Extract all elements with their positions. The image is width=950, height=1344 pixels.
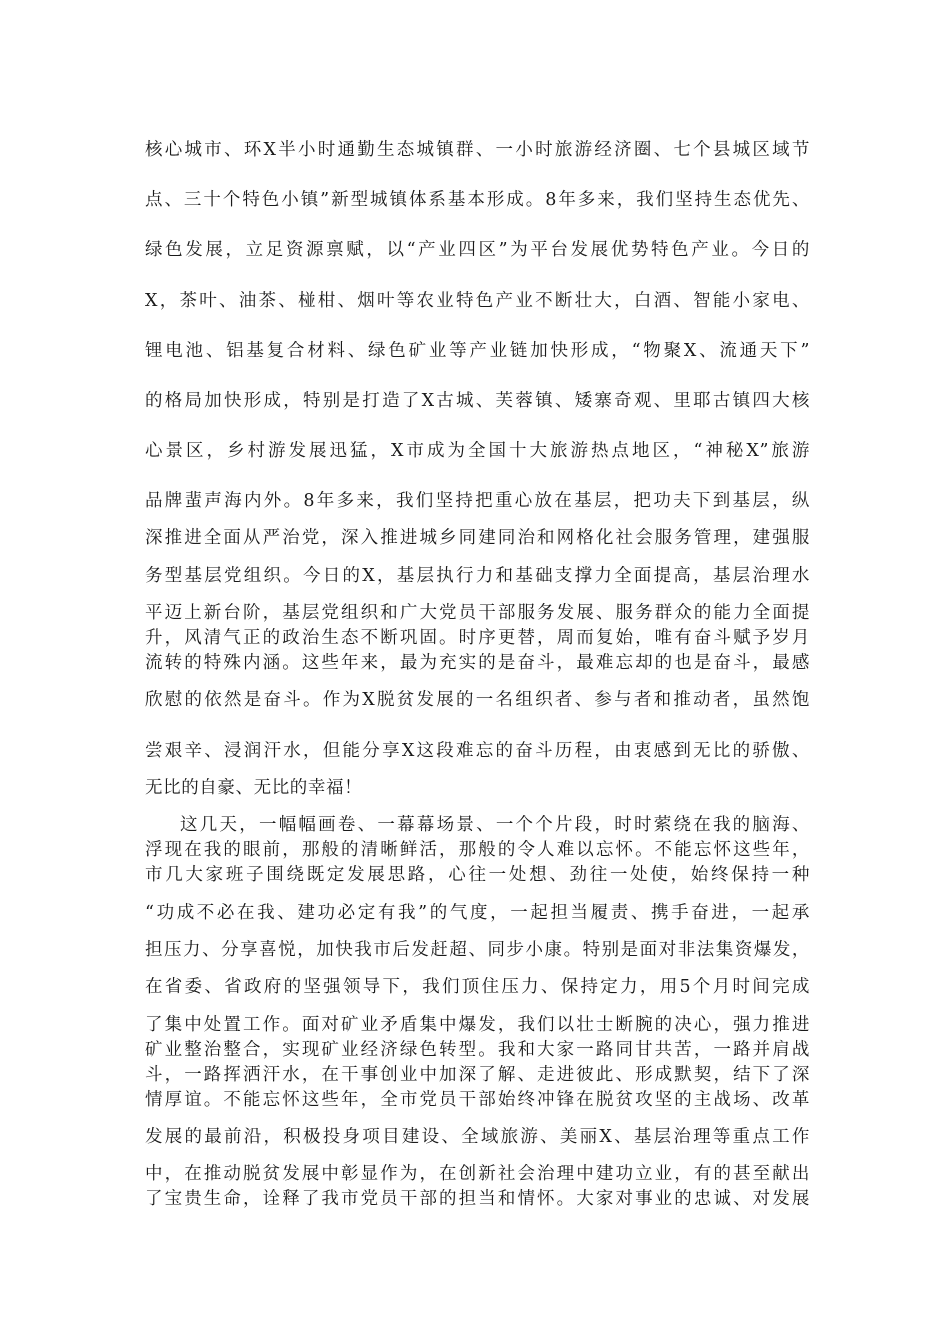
paragraph-first-line: 这几天，一幅幅画卷、一幕幕场景、一个个片段，时时萦绕在我的脑海、 bbox=[180, 815, 810, 835]
text-line: 中，在推动脱贫发展中彰显作为，在创新社会治理中建功立业，有的甚至献出 bbox=[145, 1164, 810, 1184]
text-line: 斗，一路挥洒汗水，在干事创业中加深了解、走进彼此、形成默契，结下了深 bbox=[145, 1065, 810, 1085]
text-line: 升，风清气正的政治生态不断巩固。时序更替，周而复始，唯有奋斗赋予岁月 bbox=[145, 628, 810, 648]
text-line: 的格局加快形成，特别是打造了X古城、芙蓉镇、矮寨奇观、里耶古镇四大核 bbox=[145, 391, 810, 411]
text-line: 在省委、省政府的坚强领导下，我们顶住压力、保持定力，用5个月时间完成 bbox=[145, 977, 810, 997]
text-line: 锂电池、铝基复合材料、绿色矿业等产业链加快形成，“物聚X、流通天下” bbox=[145, 341, 810, 361]
text-line: 核心城市、环X半小时通勤生态城镇群、一小时旅游经济圈、七个县城区域节 bbox=[145, 140, 810, 160]
text-line: 欣慰的依然是奋斗。作为X脱贫发展的一名组织者、参与者和推动者，虽然饱 bbox=[145, 690, 810, 710]
text-line: 流转的特殊内涵。这些年来，最为充实的是奋斗，最难忘却的也是奋斗，最感 bbox=[145, 653, 810, 673]
text-line: 深推进全面从严治党，深入推进城乡同建同治和网格化社会服务管理，建强服 bbox=[145, 528, 810, 548]
text-line: 浮现在我的眼前，那般的清晰鲜活，那般的令人难以忘怀。不能忘怀这些年， bbox=[145, 840, 810, 860]
text-line: 心景区，乡村游发展迅猛，X市成为全国十大旅游热点地区，“神秘X”旅游 bbox=[145, 441, 810, 461]
text-line: 无比的自豪、无比的幸福！ bbox=[145, 778, 363, 798]
text-line: “功成不必在我、建功必定有我”的气度，一起担当履责、携手奋进，一起承 bbox=[145, 903, 810, 923]
text-line: 了集中处置工作。面对矿业矛盾集中爆发，我们以壮士断腕的决心，强力推进 bbox=[145, 1015, 810, 1035]
text-line: 了宝贵生命，诠释了我市党员干部的担当和情怀。大家对事业的忠诚、对发展 bbox=[145, 1189, 810, 1209]
text-line: 情厚谊。不能忘怀这些年，全市党员干部始终冲锋在脱贫攻坚的主战场、改革 bbox=[145, 1090, 810, 1110]
text-line: 点、三十个特色小镇”新型城镇体系基本形成。8年多来，我们坚持生态优先、 bbox=[145, 190, 810, 210]
text-line: 品牌蜚声海内外。8年多来，我们坚持把重心放在基层，把功夫下到基层，纵 bbox=[145, 491, 810, 511]
text-line: 绿色发展，立足资源禀赋，以“产业四区”为平台发展优势特色产业。今日的 bbox=[145, 240, 810, 260]
text-line: 发展的最前沿，积极投身项目建设、全域旅游、美丽X、基层治理等重点工作 bbox=[145, 1127, 810, 1147]
text-line: 担压力、分享喜悦，加快我市后发赶超、同步小康。特别是面对非法集资爆发， bbox=[145, 940, 810, 960]
text-line: 尝艰辛、浸润汗水，但能分享X这段难忘的奋斗历程，由衷感到无比的骄傲、 bbox=[145, 741, 810, 761]
text-line: 市几大家班子围绕既定发展思路，心往一处想、劲往一处使，始终保持一种 bbox=[145, 865, 810, 885]
text-line: X，茶叶、油茶、椪柑、烟叶等农业特色产业不断壮大，白酒、智能小家电、 bbox=[145, 291, 810, 311]
text-line: 务型基层党组织。今日的X，基层执行力和基础支撑力全面提高，基层治理水 bbox=[145, 566, 810, 586]
text-line: 平迈上新台阶，基层党组织和广大党员干部服务发展、服务群众的能力全面提 bbox=[145, 603, 810, 623]
text-line: 矿业整治整合，实现矿业经济绿色转型。我和大家一路同甘共苦，一路并肩战 bbox=[145, 1040, 810, 1060]
